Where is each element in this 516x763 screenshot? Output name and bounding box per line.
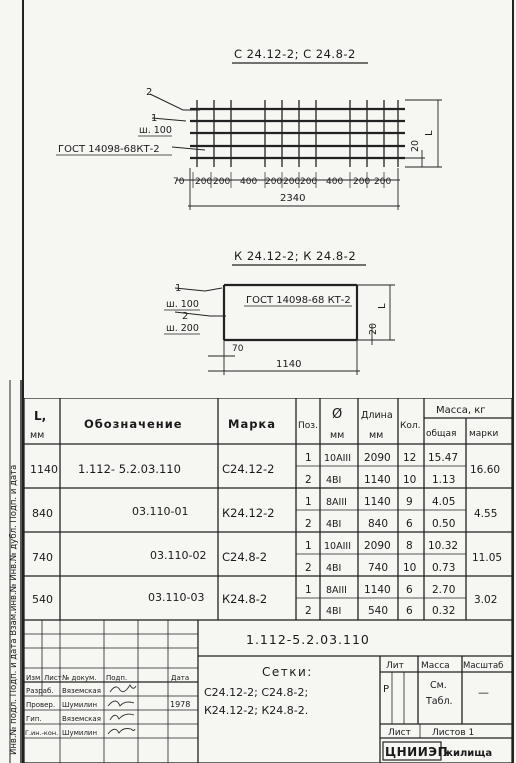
svg-text:4BI: 4BI: [326, 475, 342, 486]
drawing2-spacing2-label: ш. 200: [166, 323, 199, 334]
svg-text:200: 200: [300, 177, 318, 187]
svg-text:0.50: 0.50: [432, 518, 456, 530]
table-row: [32, 584, 497, 617]
header-mass-mark: марки: [469, 429, 499, 439]
massa-label: Масса: [421, 661, 450, 671]
svg-text:1: 1: [305, 584, 312, 596]
svg-text:8АIII: 8АIII: [326, 497, 347, 508]
svg-text:2090: 2090: [364, 452, 391, 464]
svg-text:2.70: 2.70: [432, 584, 456, 596]
svg-text:Шумилин: Шумилин: [62, 701, 98, 709]
scale-label: Масштаб: [463, 661, 504, 671]
svg-text:4BI: 4BI: [326, 519, 342, 530]
lit-label: Лит: [386, 661, 404, 671]
header-length-unit: мм: [369, 430, 384, 441]
cage-frame-bars: [224, 285, 357, 340]
specification-table: [0, 398, 516, 620]
drawing2-dim-total: 1140: [276, 359, 302, 370]
svg-text:8: 8: [406, 540, 413, 552]
svg-text:1978: 1978: [170, 700, 191, 709]
svg-text:4.05: 4.05: [432, 496, 456, 508]
svg-text:Г.ин.-кон.: Г.ин.-кон.: [25, 729, 59, 737]
drawing2-dim-L: L: [377, 303, 388, 309]
svg-text:2: 2: [305, 605, 312, 617]
svg-text:8АIII: 8АIII: [326, 585, 347, 596]
org-name: жилища: [443, 748, 493, 759]
svg-text:740: 740: [368, 562, 389, 574]
svg-text:Вяземская: Вяземская: [62, 715, 101, 723]
drawing1-pos1-label: 1: [151, 113, 158, 124]
svg-text:400: 400: [326, 177, 344, 187]
svg-text:70: 70: [173, 177, 185, 187]
svg-text:540: 540: [32, 593, 53, 606]
svg-text:03.110-01: 03.110-01: [132, 505, 189, 518]
svg-text:2: 2: [305, 474, 312, 486]
svg-text:10: 10: [403, 474, 417, 486]
svg-text:К24.8-2: К24.8-2: [222, 592, 268, 606]
svg-text:10: 10: [403, 562, 417, 574]
svg-text:3.02: 3.02: [474, 594, 498, 606]
drawing1-title: С 24.12-2; С 24.8-2: [234, 47, 356, 61]
signature-1: [110, 685, 136, 692]
svg-text:К24.12-2: К24.12-2: [222, 506, 275, 520]
svg-text:1.112- 5.2.03.110: 1.112- 5.2.03.110: [78, 462, 181, 476]
title-line-2: К24.12-2; К24.8-2.: [204, 704, 309, 717]
svg-text:1.13: 1.13: [432, 474, 456, 486]
svg-text:Шумилин: Шумилин: [62, 729, 98, 737]
drawing2-dim-70: 70: [232, 344, 244, 354]
drawing1-dim-L: L: [424, 130, 435, 136]
list-item: [26, 685, 136, 695]
svg-text:200: 200: [374, 177, 392, 187]
signature-2: [108, 701, 134, 706]
svg-text:10АIII: 10АIII: [324, 541, 351, 552]
list-item: [26, 714, 134, 723]
svg-text:4BI: 4BI: [326, 563, 342, 574]
svg-text:4BI: 4BI: [326, 606, 342, 617]
drawing1-pos2-label: 2: [146, 87, 153, 98]
header-diam: Ø: [332, 407, 343, 422]
svg-text:03.110-02: 03.110-02: [150, 549, 207, 562]
svg-text:6: 6: [406, 584, 413, 596]
signature-4: [108, 729, 135, 735]
drawing1-gost-label: ГОСТ 14098-68КТ-2: [58, 144, 160, 155]
svg-text:9: 9: [406, 496, 413, 508]
drawing2-pos1-label: 1: [175, 283, 182, 294]
drawing2-dim-20: 20: [368, 322, 379, 335]
side-stamp-text: Инв.№ подл. Подп. и дата Взам.инв.№ Инв.№ дубл. Подп. и дата: [9, 464, 19, 755]
svg-text:0.73: 0.73: [432, 562, 456, 574]
svg-text:840: 840: [32, 507, 53, 520]
svg-text:С24.12-2: С24.12-2: [222, 462, 275, 476]
drawing-mesh-k: [0, 230, 516, 390]
svg-text:1140: 1140: [364, 496, 391, 508]
svg-text:540: 540: [368, 605, 389, 617]
svg-text:Подп.: Подп.: [106, 674, 128, 682]
sheets-label: Листов 1: [432, 728, 475, 738]
svg-text:ЦНИИЭП: ЦНИИЭП: [385, 745, 449, 759]
svg-text:Разраб.: Разраб.: [26, 687, 54, 695]
drawing1-dim-total: 2340: [280, 193, 306, 204]
svg-text:1: 1: [305, 540, 312, 552]
svg-text:Гип.: Гип.: [26, 715, 42, 723]
drawing1-spacing-label: ш. 100: [139, 125, 172, 136]
svg-text:200: 200: [265, 177, 283, 187]
svg-text:2: 2: [305, 518, 312, 530]
svg-text:4.55: 4.55: [474, 508, 498, 520]
svg-text:200: 200: [283, 177, 301, 187]
drawing2-gost-label: ГОСТ 14098-68 КТ-2: [246, 295, 351, 306]
svg-text:03.110-03: 03.110-03: [148, 591, 205, 604]
org-logo: [383, 742, 492, 760]
title-block: [0, 620, 516, 763]
sheet-label: Лист: [388, 728, 411, 738]
massa-value-2: Табл.: [426, 696, 453, 707]
header-L: L,: [34, 409, 47, 423]
svg-text:1: 1: [305, 452, 312, 464]
table-row: [32, 540, 502, 574]
svg-text:2090: 2090: [364, 540, 391, 552]
svg-text:1140: 1140: [364, 584, 391, 596]
svg-text:200: 200: [353, 177, 371, 187]
title-line-1: С24.12-2; С24.8-2;: [204, 686, 309, 699]
list-item: [25, 729, 135, 738]
svg-text:С24.8-2: С24.8-2: [222, 550, 268, 564]
header-qty: Кол.: [400, 421, 421, 431]
svg-text:Вяземская: Вяземская: [62, 687, 101, 695]
svg-text:400: 400: [240, 177, 258, 187]
lit-value: Р: [383, 684, 390, 695]
drawing2-title: К 24.12-2; К 24.8-2: [234, 249, 357, 263]
drawing2-pos2-label: 2: [182, 311, 189, 322]
svg-text:11.05: 11.05: [472, 552, 503, 564]
header-mass: Масса, кг: [436, 405, 486, 416]
header-diam-unit: мм: [330, 430, 345, 441]
svg-text:0.32: 0.32: [432, 605, 456, 617]
header-pos: Поз.: [298, 421, 318, 431]
title-main: Сетки:: [262, 665, 313, 679]
svg-text:№ докум.: № докум.: [62, 674, 97, 682]
table-row: [30, 452, 500, 486]
svg-text:15.47: 15.47: [428, 452, 459, 464]
header-length: Длина: [361, 410, 393, 421]
mesh-longitudinal-bars: [190, 109, 405, 158]
list-item: [26, 700, 190, 709]
massa-value-1: См.: [430, 680, 447, 691]
drawing-mesh-c: [0, 0, 516, 230]
svg-text:1140: 1140: [30, 463, 58, 476]
drawing2-spacing1-label: ш. 100: [166, 299, 199, 310]
table-row: [32, 496, 497, 530]
svg-text:2: 2: [305, 562, 312, 574]
svg-text:Изм: Изм: [26, 674, 41, 682]
svg-text:10.32: 10.32: [428, 540, 459, 552]
svg-text:1: 1: [305, 496, 312, 508]
header-mark: Марка: [228, 417, 277, 431]
svg-text:Дата: Дата: [171, 674, 190, 682]
header-L-unit: мм: [30, 430, 45, 441]
svg-text:6: 6: [406, 518, 413, 530]
drawing1-dim-20: 20: [410, 139, 421, 152]
svg-text:16.60: 16.60: [470, 464, 501, 476]
scale-value: —: [478, 686, 489, 699]
svg-text:6: 6: [406, 605, 413, 617]
header-designation: Обозначение: [84, 417, 183, 431]
svg-text:200: 200: [213, 177, 231, 187]
svg-text:12: 12: [403, 452, 417, 464]
svg-text:Лист: Лист: [44, 674, 62, 682]
svg-text:200: 200: [195, 177, 213, 187]
svg-text:10АIII: 10АIII: [324, 453, 351, 464]
svg-text:840: 840: [368, 518, 389, 530]
signature-3: [110, 714, 134, 720]
svg-text:Провер.: Провер.: [26, 701, 56, 709]
svg-text:1140: 1140: [364, 474, 391, 486]
doc-code: 1.112-5.2.03.110: [246, 632, 370, 647]
svg-text:740: 740: [32, 551, 53, 564]
header-mass-total: общая: [426, 429, 457, 439]
